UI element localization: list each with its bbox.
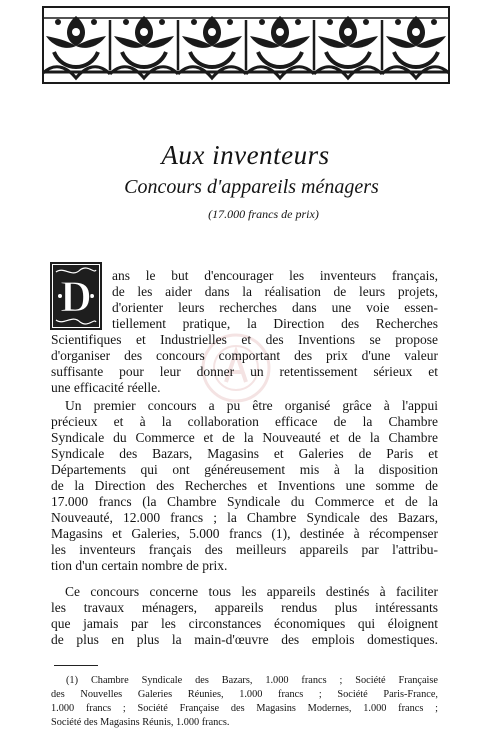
body-line: ans le but d'encourager les inventeurs français, (112, 268, 438, 283)
body-line: de plus en plus la main-d'œuvre des emplois domestiques. (51, 632, 438, 647)
body-line: les inventeurs français des meilleurs appareils par l'attribu- (51, 542, 438, 557)
body-line: les travaux ménagers, appareils rendus plus intéressants (51, 600, 438, 615)
body-line: d'orienter leurs recherches dans une voie essen- (112, 300, 438, 315)
body-line: 17.000 francs (la Chambre Syndicale du Commerce et de la (51, 494, 438, 509)
drop-cap-glyph: D (60, 272, 92, 321)
article-subtitle: Concours d'appareils ménagers (124, 176, 379, 198)
body-line: précieux et à la collaboration efficace de la Chambre (51, 414, 438, 429)
footnote-rule (54, 665, 98, 666)
prize-amount: (17.000 francs de prix) (208, 207, 319, 221)
body-line: Départements qui ont généreusement mis à la disposition (51, 462, 438, 477)
body-line: Syndicale du Commerce et de la Nouveauté et de la Chambre (51, 430, 438, 445)
body-line: Nouveauté, 12.000 francs ; la Chambre Syndicale des Bazars, (51, 510, 438, 525)
article-title: Aux inventeurs (161, 140, 330, 170)
body-line: Magasins et Galeries, 5.000 francs (1), destinée à récompenser (51, 526, 438, 541)
floral-ornament-header (42, 6, 450, 84)
body-line: suffisante pour leur donner un retentissement sérieux et (51, 364, 438, 379)
footnote-line: Société des Magasins Réunis, 1.000 francs. (51, 717, 230, 728)
footnote-line: des Nouvelles Galeries Réunies, 1.000 francs ; Société Paris-France, (51, 689, 438, 700)
footnote-line: 1.000 francs ; Société Française des Magasins Modernes, 1.000 francs ; (51, 703, 438, 714)
footnote-line: (1) Chambre Syndicale des Bazars, 1.000 francs ; Société Française (66, 675, 438, 686)
body-line: de la Direction des Recherches et Inventions une somme de (51, 478, 438, 493)
body-line: Ce concours concerne tous les appareils destinés à faciliter (65, 584, 438, 599)
body-line: tion d'un certain nombre de prix. (51, 558, 228, 573)
body-line: que jamais par les circonstances économiques qui éloignent (51, 616, 438, 631)
body-line: d'organiser des concours comportant des prix d'une valeur (51, 348, 438, 363)
body-line: Syndicale des Bazars, Magasins et Galeries de Paris et (51, 446, 438, 461)
body-line: tiellement pratique, la Direction des Recherches (112, 316, 438, 331)
body-line: de les aider dans la réalisation de leurs projets, (112, 284, 438, 299)
body-line: Scientifiques et Industrielles et des Inventions se propose (51, 332, 438, 347)
body-line: une efficacité réelle. (51, 380, 161, 395)
body-line: Un premier concours a pu être organisé grâce à l'appui (65, 398, 438, 413)
drop-cap-letter (50, 262, 102, 330)
